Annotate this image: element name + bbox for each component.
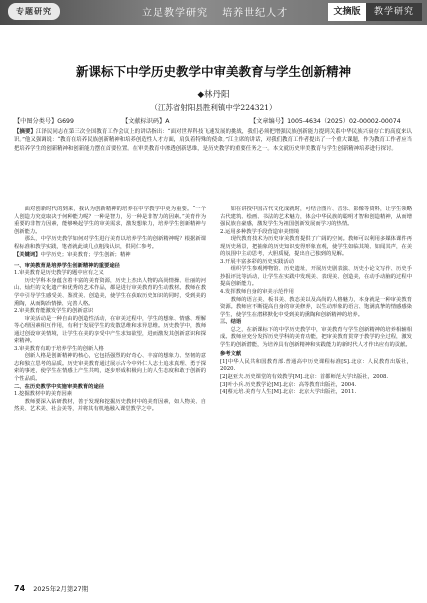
section-heading: 一、审美教育是培养学生创新精神的重要途径 bbox=[14, 262, 120, 269]
page-header bbox=[0, 0, 427, 25]
reference-item: [3]叶小兵.历史教学论[M].北京：高等教育出版社，2004. bbox=[220, 381, 357, 388]
paragraph: 面对创新时代的到来，我认为创新精神的培养在中学教学中更为重要。“一个人创造力究竟取决于何种能力呢？一种是智力，另一种是非智力的因素。”美育作为重要的非智力因素，能够唤起学生的审美需求，激发想象力，培养学生创新精神与创新能力。 bbox=[14, 206, 206, 235]
subsection-heading: 1.审美教育是历史教学的题中应有之义 bbox=[14, 270, 104, 277]
article-meta bbox=[14, 117, 412, 127]
author-affiliation: （江苏省射阳县胜利镇中学224321） bbox=[150, 103, 277, 112]
keywords-label: 【关键词】 bbox=[14, 252, 41, 259]
left-column bbox=[14, 206, 206, 578]
section-heading: 三、结语 bbox=[220, 319, 242, 326]
paragraph: 历史学科本身蕴含着丰富的美育资源，历史上杰出人物的高尚情操、壮丽的河山、灿烂的文化遗产和优秀的艺术作品，都是进行审美教育的生动教材。教师在教学中引导学生感受美、鉴赏美、创造美，使学生在获取历史知识的同时，受到美的熏陶，从而陶冶情操、完善人格。 bbox=[14, 277, 206, 307]
slogan-part-1: 立足教学研究 bbox=[142, 8, 208, 19]
edition-tag: 文摘版 bbox=[328, 3, 366, 21]
paragraph: 现代教育技术为历史审美教育提供了广阔的空间。教师可以利用多媒体课件再现历史场景，把抽象的历史知识变得形象直观，使学生如临其境、如闻其声，在美的氛围中主动思考，大胆质疑，提出自己独到的见解。 bbox=[220, 236, 412, 258]
header-slogan bbox=[142, 4, 298, 19]
reference-item: [4]蔡元培.美育与人生[M].北京：北京大学出版社，2011. bbox=[220, 389, 357, 396]
page-number: 74 bbox=[14, 584, 26, 593]
subsection-heading: 1.挖掘教材中的美育因素 bbox=[14, 391, 73, 398]
paragraph: 那么，中学历史教学如何对学生进行美育以培养学生的创新精神呢？根据新课程标准和教学实践，笔者就此谈几点粗浅认识，供同仁参考。 bbox=[14, 236, 206, 250]
section-heading: 二、在历史教学中实施审美教育的途径 bbox=[14, 383, 105, 390]
section-tag: 教学研究 bbox=[366, 3, 422, 21]
paragraph: 创新人格是创新精神的核心，它包括强烈的好奇心、丰富的想象力、坚韧的意志和独立思考的品质。历史审美教育通过展示古今中外仁人志士追求真理、勇于探索的事迹，使学生在情感上产生共鸣，逐步形成积极向上的人生态度和敢于创新的个性品质。 bbox=[14, 353, 206, 383]
issue-info: 2025年2月第27期 bbox=[33, 585, 89, 593]
subsection-heading: 3.审美教育有助于培养学生的创新人格 bbox=[14, 345, 104, 352]
doc-code: 【文献标识码】A bbox=[122, 118, 170, 125]
paragraph: 组织学生参观博物馆、历史遗址，开展历史剧表演、历史小论文写作、历史手抄报评比等活动，让学生在实践中发现美、表现美、创造美，在动手动脑的过程中提高创新能力。 bbox=[220, 266, 412, 288]
right-column bbox=[220, 206, 412, 578]
subsection-heading: 2.运用多种教学手段营造审美情境 bbox=[220, 228, 300, 235]
subsection-heading: 4.发挥教师自身的审美示范作用 bbox=[220, 289, 294, 296]
paragraph: 教师要深入钻研教材，善于发现和挖掘历史教材中的美育因素，如人物美、自然美、艺术美、社会美等，并将其有机地融入课堂教学之中。 bbox=[14, 398, 206, 413]
keywords-text: 中学历史；审美教育；学生创新；精神 bbox=[40, 252, 131, 259]
page-footer bbox=[14, 584, 412, 596]
paragraph: 总之，在新课标下的中学历史教学中，审美教育与学生创新精神的培养相辅相成。教师应充分发挥历史学科的美育功能，把审美教育贯穿于教学的全过程，激发学生的创新潜能，为培养具有创新精神和实践能力的新时代人才作出应有的贡献。 bbox=[220, 326, 412, 348]
column-tag: 专题研究 bbox=[8, 3, 60, 20]
article-title: 新课标下中学历史教学中审美教育与学生创新精神 bbox=[75, 64, 351, 79]
references-heading: 参考文献 bbox=[220, 351, 242, 358]
slogan-part-2: 培养世纪人才 bbox=[222, 8, 289, 19]
abstract-text: 江泽民同志在第三次全国教育工作会议上的讲话指出：“面对世界科技飞速发展的挑战，我们必须把增强民族创新能力提到关系中华民族兴衰存亡的高度来认识。”他又强调说：“教育在培养民族创新精神和培养创造性人才方面，肩负着特殊的使命。”江主席的讲话，对我们教育工作者提出了一个重大课题，作为教育工作者应当把培养学生的创新精神和创新能力摆在首要位置。在审美教育中渗透创新思维，是历史教学的重要任务之一。本文就历史审美教育与学生创新精神培养进行探讨。 bbox=[14, 129, 412, 152]
abstract-label: 【摘要】 bbox=[14, 129, 36, 135]
paragraph: 如在讲授中国古代文化成就时，可结合图片、音乐、影像等资料，让学生领略古代建筑、绘画、书法的艺术魅力，体会中华民族的聪明才智和创造精神，从而增强民族自豪感，激发学生为祖国创新发展而学习的热情。 bbox=[220, 206, 412, 228]
keywords bbox=[14, 252, 206, 260]
reference-item: [1]中华人民共和国教育部.普通高中历史课程标准[S].北京：人民教育出版社，2020. bbox=[220, 358, 412, 373]
article-author: ◆林丹阳 bbox=[197, 90, 230, 100]
reference-item: [2]赵亚夫.历史课堂的有效教学[M].北京：首都师范大学出版社，2008. bbox=[220, 374, 389, 381]
paragraph: 审美活动是一种自由的创造性活动，在审美过程中，学生的想象、情感、理解等心理因素相互作用，有利于发展学生的发散思维和求异思维。历史教学中，教师通过创设审美情境，让学生在美的享受中产生求知欲望，进而激发其创新意识和探索精神。 bbox=[14, 315, 206, 345]
subsection-heading: 3.开展丰富多彩的历史实践活动 bbox=[220, 258, 294, 265]
paragraph: 教师的语言美、板书美、教态美以及高尚的人格魅力，本身就是一种审美教育资源。教师应不断提高自身的审美修养，以生动形象的语言、饱满真挚的情感感染学生，使学生在潜移默化中受到美的熏陶和创新精神的培养。 bbox=[220, 296, 412, 318]
clc-number: 【中图分类号】G699 bbox=[14, 118, 74, 125]
subsection-heading: 2.审美教育能激发学生的创新意识 bbox=[14, 308, 94, 315]
abstract bbox=[14, 128, 412, 153]
article-number: 【文章编号】1005-4634（2025）02-00002-00074 bbox=[250, 118, 401, 125]
